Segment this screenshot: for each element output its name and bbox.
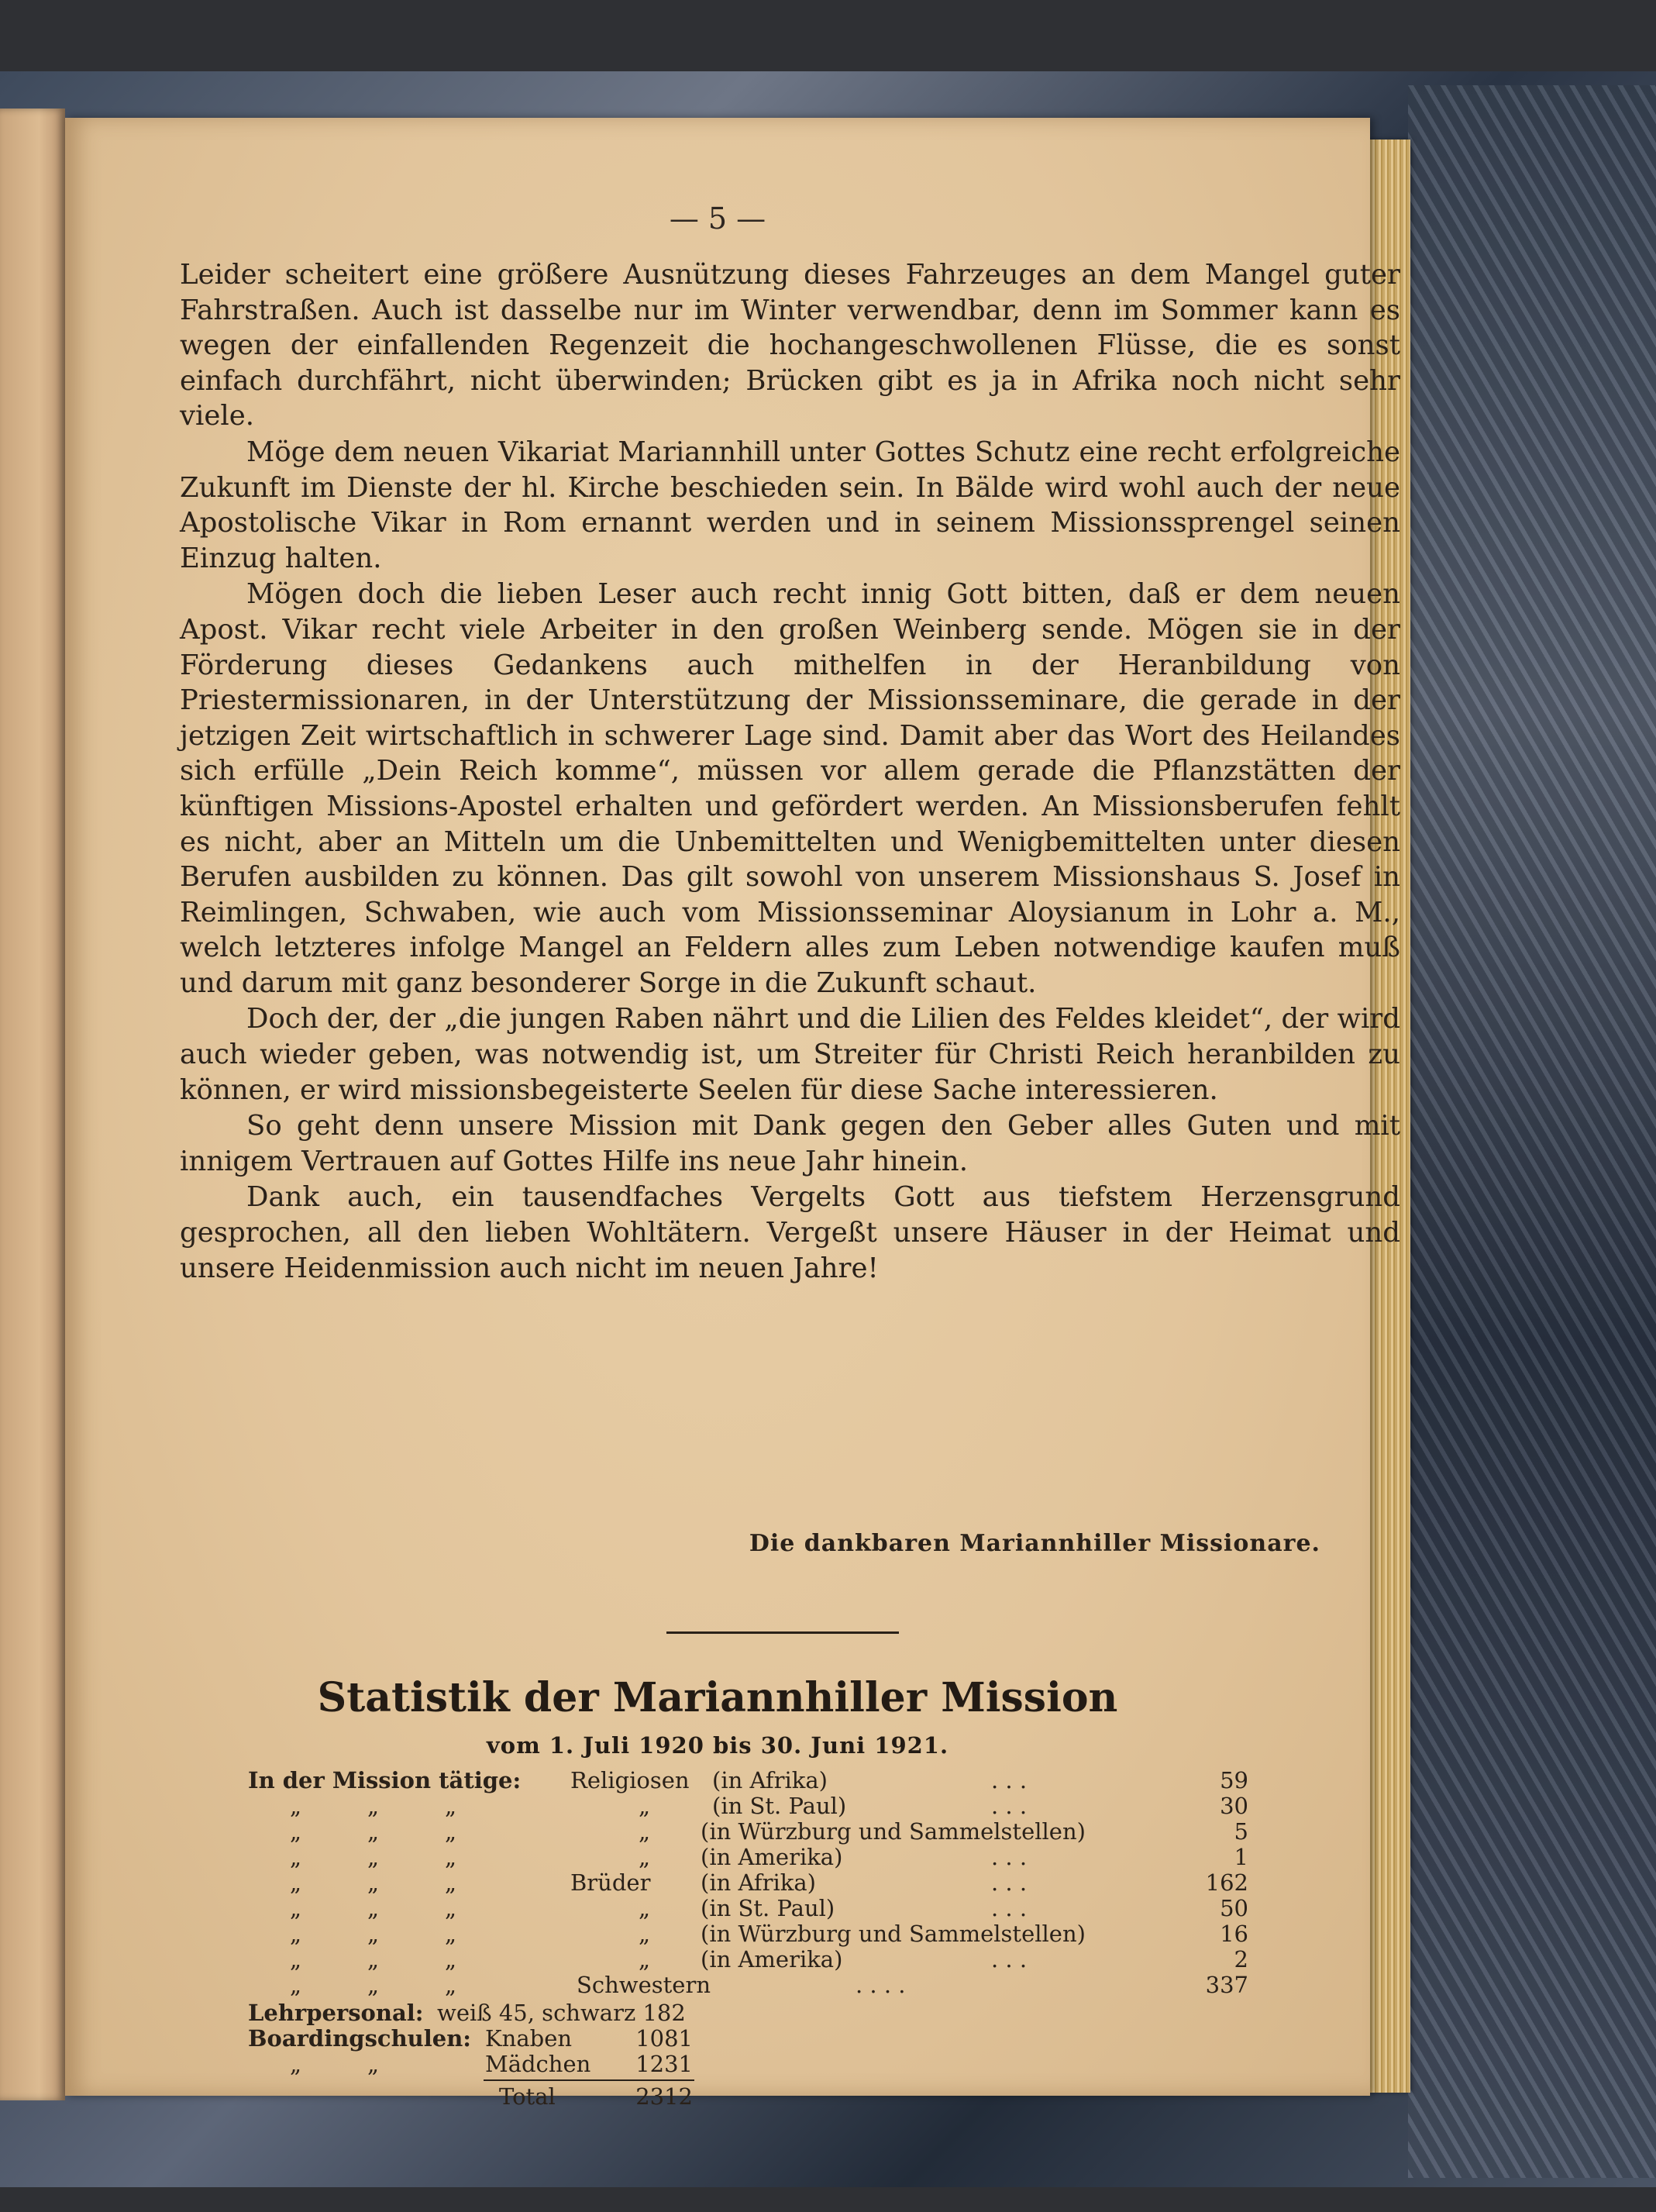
ditto-mark: „ [367, 1972, 380, 1998]
lehrpersonal-text: weiß 45, schwarz 182 [437, 2000, 686, 2026]
ditto-mark: „ [367, 1793, 380, 1819]
stat-group: „ [639, 1844, 651, 1870]
ditto-mark: „ [290, 1972, 302, 1998]
page-number: — 5 — [669, 202, 766, 236]
stat-value: 5 [1234, 1818, 1248, 1845]
stat-value: 16 [1220, 1921, 1248, 1947]
ditto-mark: „ [445, 1946, 457, 1973]
stat-dots: . . . [991, 1895, 1028, 1921]
ditto-mark: „ [445, 1844, 457, 1870]
stat-value: 50 [1220, 1895, 1248, 1921]
ditto-mark: „ [290, 1921, 302, 1947]
ditto-mark: „ [290, 1895, 302, 1921]
ditto-mark: „ [290, 1946, 302, 1973]
ditto-mark: „ [445, 1869, 457, 1896]
stat-dots: . . . [991, 1793, 1028, 1819]
boarding-row-label: Knaben [485, 2025, 573, 2052]
stat-place: (in St. Paul) [712, 1793, 847, 1819]
stat-header-label: In der Mission tätige: [248, 1767, 522, 1793]
paragraph: Dank auch, ein tausendfaches Vergelts Gott aus tiefstem Herzensgrund gesprochen, all den lieben Wohltätern. Vergeßt unsere Häuser in der Heimat und unsere Heidenmission auch nicht im neuen Jahre! [180, 1181, 1400, 1284]
boarding-row-label: Mädchen [485, 2051, 591, 2077]
stat-group: Religiosen [570, 1767, 690, 1793]
signature: Die dankbaren Mariannhiller Missionare. [749, 1530, 1320, 1557]
paragraph: So geht denn unsere Mission mit Dank gegen den Geber alles Guten und mit innigem Vertrauen auf Gottes Hilfe ins neue Jahr hinein. [180, 1110, 1400, 1177]
ditto-mark: „ [290, 1844, 302, 1870]
stat-group: „ [639, 1818, 651, 1845]
paragraph: Möge dem neuen Vikariat Mariannhill unter Gottes Schutz eine recht erfolgreiche Zukunft im Dienste der hl. Kirche beschieden sein. In Bälde wird wohl auch der neue Apostolische Vikar in Rom ernannt werden und in seinem Missionssprengel seinen Einzug halten. [180, 436, 1400, 574]
stat-place: (in Afrika) [701, 1869, 816, 1896]
paragraph: Doch der, der „die jungen Raben nährt und die Lilien des Feldes kleidet“, der wird auch wieder geben, was notwendig ist, um Streiter für Christi Reich heranbilden zu können, er wird missionsbegeisterte Seelen für diese Sache interessieren. [180, 1003, 1400, 1106]
boarding-row-value: 1081 [635, 2025, 693, 2052]
paragraph: Leider scheitert eine größere Ausnützung dieses Fahrzeuges an dem Mangel guter Fahrstraßen. Auch ist dasselbe nur im Winter verwendbar, denn im Sommer kann es wegen der einfallenden Regenzeit die hochangeschwollenen Flüsse, die es sonst einfach durchfährt, nicht überwinden; Brücken gibt es ja in Afrika noch nicht sehr viele. [180, 259, 1400, 432]
paragraph: Mögen doch die lieben Leser auch recht innig Gott bitten, daß er dem neuen Apost. Vikar recht viele Arbeiter in den großen Weinberg sende. Mögen sie in der Förderung dieses Gedankens auch mithelfen in der Heranbildung von Priestermissionaren, in der Unterstützung der Missionsseminare, die gerade in der jetzigen Zeit wirtschaftlich in schwerer Lage sind. Damit aber das Wort des Heilandes sich erfülle „Dein Reich komme“, müssen vor allem gerade die Pflanzstätten der künftigen Missions-Apostel erhalten und gefördert werden. An Missionsberufen fehlt es nicht, aber an Mitteln um die Unbemittelten und Wenigbemittelten unter diesen Berufen ausbilden zu können. Das gilt sowohl von unserem Missionshaus S. Josef in Reimlingen, Schwaben, wie auch vom Missionsseminar Aloysianum in Lohr a. M., welch letzteres infolge Mangel an Feldern alles zum Leben notwendige kaufen muß und darum mit ganz besonderer Sorge in die Zukunft schaut. [180, 578, 1400, 999]
ditto-mark: „ [290, 1818, 302, 1845]
ditto-mark: „ [290, 1869, 302, 1896]
ditto-mark: „ [290, 1793, 302, 1819]
boarding-row-value: 1231 [635, 2051, 693, 2077]
stat-dots: . . . [991, 1767, 1028, 1793]
stat-group: „ [639, 1946, 651, 1973]
ditto-mark: „ [367, 1869, 380, 1896]
stat-group: „ [639, 1793, 651, 1819]
statistics-table [65, 118, 1370, 2110]
marbled-endpaper [1408, 85, 1656, 2178]
ditto-mark: „ [367, 2051, 380, 2077]
stat-value: 2 [1234, 1946, 1248, 1973]
stat-value: 1 [1234, 1844, 1248, 1870]
lehrpersonal-label: Lehrpersonal: [248, 2000, 424, 2026]
statistics-subtitle: vom 1. Juli 1920 bis 30. Juni 1921. [486, 1732, 949, 1759]
ditto-mark: „ [290, 2051, 302, 2077]
book-page [65, 118, 1400, 2110]
stat-dots: . . . [991, 1946, 1028, 1973]
stat-place: (in Amerika) [701, 1844, 843, 1870]
stat-place: (in St. Paul) [701, 1895, 835, 1921]
statistics-title: Statistik der Mariannhiller Mission [317, 1674, 1118, 1721]
stat-group: „ [639, 1895, 651, 1921]
stat-place: (in Würzburg und Sammelstellen) [701, 1921, 1086, 1947]
ditto-mark: „ [367, 1844, 380, 1870]
stat-dots: . . . [991, 1869, 1028, 1896]
stat-place: (in Würzburg und Sammelstellen) [701, 1818, 1086, 1845]
stat-value: 59 [1220, 1767, 1248, 1793]
stat-group: Schwestern [577, 1972, 711, 1998]
ditto-mark: „ [367, 1895, 380, 1921]
sum-rule [484, 2079, 694, 2081]
left-page-edge [0, 109, 65, 2100]
ditto-mark: „ [445, 1793, 457, 1819]
stat-value: 162 [1205, 1869, 1248, 1896]
stat-place: (in Afrika) [712, 1767, 828, 1793]
stat-group: Brüder [570, 1869, 651, 1896]
stat-place: (in Amerika) [701, 1946, 843, 1973]
boarding-label: Boardingschulen: [248, 2025, 471, 2052]
ditto-mark: „ [367, 1818, 380, 1845]
ditto-mark: „ [445, 1921, 457, 1947]
stat-dots: . . . [991, 1844, 1028, 1870]
boarding-total-value: 2312 [635, 2083, 693, 2110]
ditto-mark: „ [445, 1972, 457, 1998]
stat-group: „ [639, 1921, 651, 1947]
stat-value: 337 [1205, 1972, 1248, 1998]
boarding-total-label: Total [499, 2083, 556, 2110]
ditto-mark: „ [445, 1895, 457, 1921]
ditto-mark: „ [367, 1946, 380, 1973]
stat-value: 30 [1220, 1793, 1248, 1819]
ditto-mark: „ [445, 1818, 457, 1845]
stat-dots: . . . . [856, 1972, 906, 1998]
ditto-mark: „ [367, 1921, 380, 1947]
